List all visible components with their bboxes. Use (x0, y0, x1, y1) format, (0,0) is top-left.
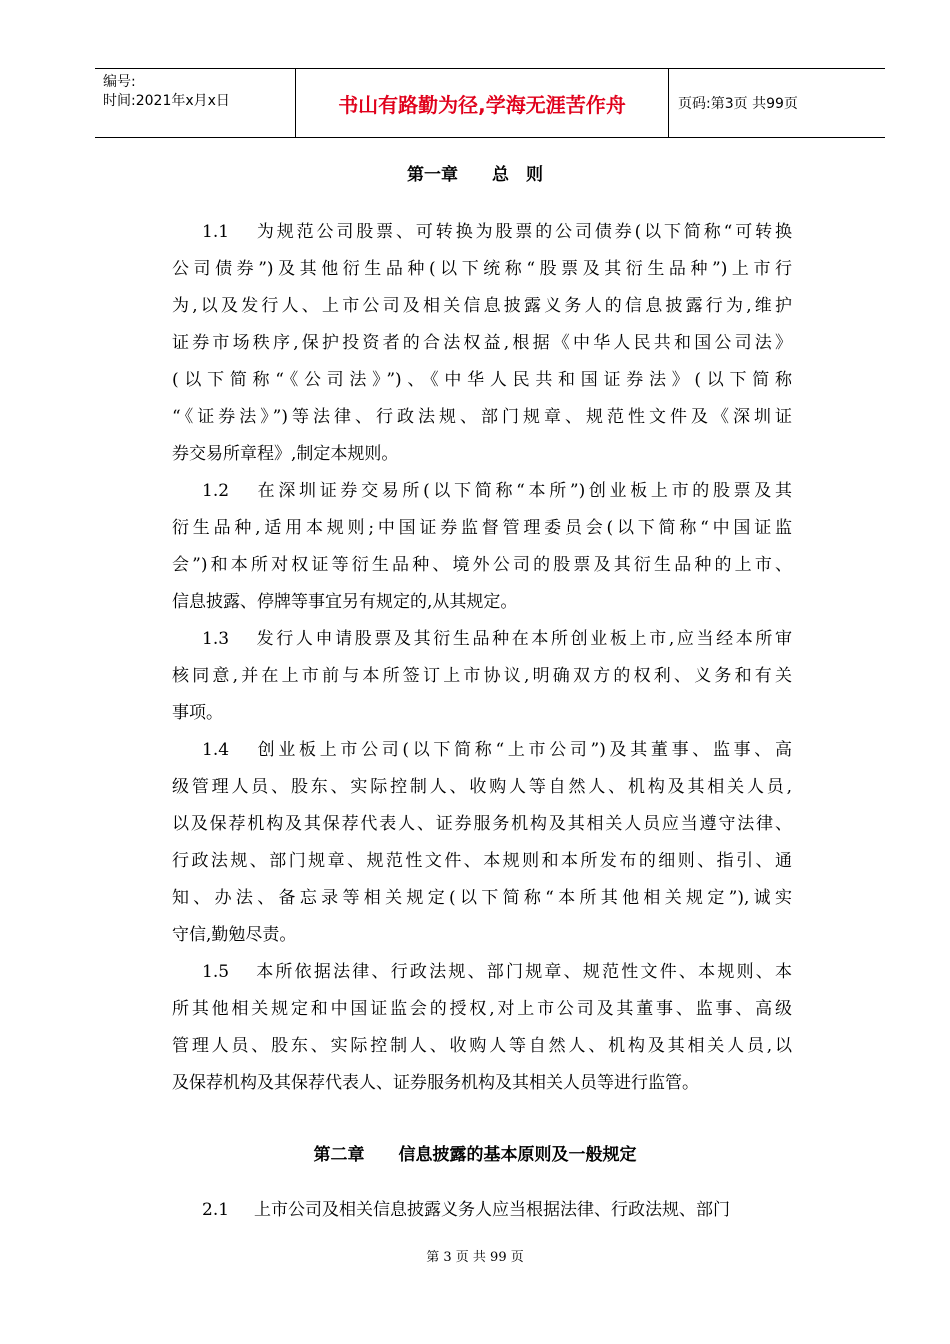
clause-number: 2.1 (202, 1200, 230, 1220)
clause-line: 守信,勤勉尽责。 (172, 925, 297, 945)
clause-line: 行政法规、部门规章、规范性文件、本规则和本所发布的细则、指引、通 (172, 851, 792, 871)
clause-number: 1.5 (202, 962, 230, 982)
clause-line: 1.1 为规范公司股票、可转换为股票的公司债券(以下简称“可转换 (172, 214, 792, 251)
clause-line: 事项。 (172, 703, 223, 723)
clause-1-1 (172, 214, 792, 473)
clause-line: 信息披露、停牌等事宜另有规定的,从其规定。 (172, 592, 518, 612)
clause-line: 级管理人员、股东、实际控制人、收购人等自然人、机构及其相关人员, (172, 777, 792, 797)
clause-line: 公司债券”)及其他衍生品种(以下统称“股票及其衍生品种”)上市行 (172, 259, 792, 279)
clause-2-1 (172, 1192, 792, 1229)
clause-line: 知、办法、备忘录等相关规定(以下简称“本所其他相关规定”),诚实 (172, 888, 792, 908)
clause-line: “《证券法》”)等法律、行政法规、部门规章、规范性文件及《深圳证 (172, 407, 792, 427)
clause-line: 为,以及发行人、上市公司及相关信息披露义务人的信息披露行为,维护 (172, 296, 792, 316)
document-time-label: 时间:2021年x月x日 (103, 93, 230, 109)
chapter-1-title: 第一章 总 则 (407, 165, 543, 185)
clause-line: 所其他相关规定和中国证监会的授权,对上市公司及其董事、监事、高级 (172, 999, 792, 1019)
header-page-info-cell (668, 69, 885, 137)
header-left-cell (95, 69, 295, 137)
document-number-label: 编号: (103, 74, 136, 90)
page-header (95, 68, 885, 138)
clause-number: 1.3 (202, 629, 230, 649)
clause-line: 券交易所章程》,制定本规则。 (172, 444, 399, 464)
clause-line: 及保荐机构及其保荐代表人、证券服务机构及其相关人员等进行监管。 (172, 1073, 699, 1093)
page-footer: 第 3 页 共 99 页 (426, 1250, 524, 1265)
chapter-2-title: 第二章 信息披露的基本原则及一般规定 (313, 1145, 637, 1165)
clause-line: 会”)和本所对权证等衍生品种、境外公司的股票及其衍生品种的上市、 (172, 555, 792, 575)
clause-line: 衍生品种,适用本规则;中国证券监督管理委员会(以下简称“中国证监 (172, 518, 792, 538)
clause-1-4 (172, 732, 792, 954)
clause-line: 管理人员、股东、实际控制人、收购人等自然人、机构及其相关人员,以 (172, 1036, 792, 1056)
clause-number: 1.1 (202, 222, 230, 242)
clause-1-5 (172, 954, 792, 1102)
clause-line: 2.1 上市公司及相关信息披露义务人应当根据法律、行政法规、部门 (172, 1192, 792, 1229)
clause-line: 1.4 创业板上市公司(以下简称“上市公司”)及其董事、监事、高 (172, 732, 792, 769)
clause-1-3 (172, 621, 792, 732)
clause-line: 证券市场秩序,保护投资者的合法权益,根据《中华人民共和国公司法》 (172, 333, 792, 353)
clause-line: 1.2 在深圳证券交易所(以下简称“本所”)创业板上市的股票及其 (172, 473, 792, 510)
clause-1-2 (172, 473, 792, 621)
clause-number: 1.4 (202, 740, 230, 760)
motto-text: 书山有路勤为径,学海无涯苦作舟 (338, 92, 626, 117)
header-motto-cell (295, 69, 669, 137)
clause-number: 1.2 (202, 481, 230, 501)
page-info-text: 页码:第3页 共99页 (678, 96, 798, 112)
clause-line: 以及保荐机构及其保荐代表人、证券服务机构及其相关人员应当遵守法律、 (172, 814, 792, 834)
clause-line: (以下简称“《公司法》”)、《中华人民共和国证券法》(以下简称 (172, 370, 792, 390)
clause-line: 1.3 发行人申请股票及其衍生品种在本所创业板上市,应当经本所审 (172, 621, 792, 658)
clause-line: 1.5 本所依据法律、行政法规、部门规章、规范性文件、本规则、本 (172, 954, 792, 991)
clause-line: 核同意,并在上市前与本所签订上市协议,明确双方的权利、义务和有关 (172, 666, 792, 686)
